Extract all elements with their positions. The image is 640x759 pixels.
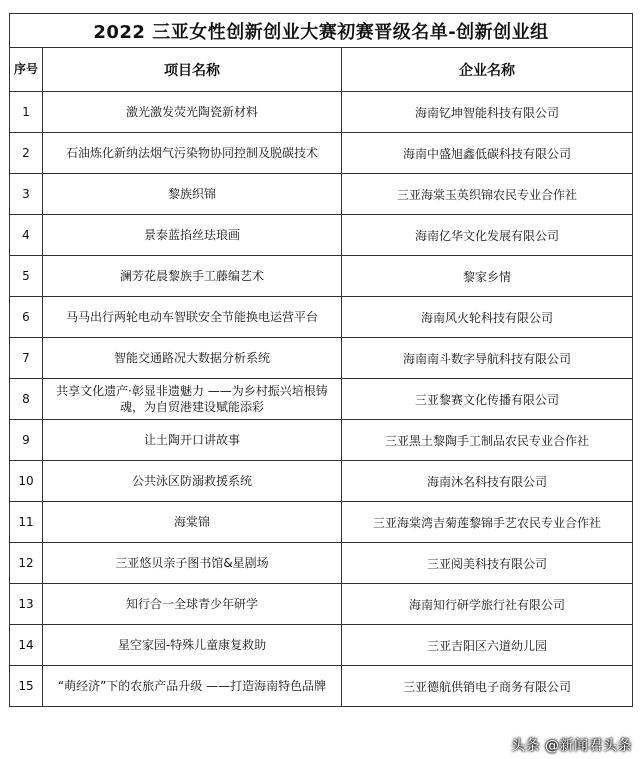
row-number: 3 [10, 174, 43, 215]
row-number: 5 [10, 256, 43, 297]
row-number: 9 [10, 420, 43, 461]
table-row [10, 379, 633, 420]
company-name: 三亚黎赛文化传播有限公司 [342, 379, 633, 420]
company-name: 海南钇坤智能科技有限公司 [342, 92, 633, 133]
table-row [10, 420, 633, 461]
company-name: 海南中盛旭鑫低碳科技有限公司 [342, 133, 633, 174]
table-row [10, 502, 633, 543]
company-name: 黎家乡情 [342, 256, 633, 297]
company-name: 海南风火轮科技有限公司 [342, 297, 633, 338]
project-name: 公共泳区防溺救援系统 [43, 461, 342, 502]
company-name: 海南南斗数字导航科技有限公司 [342, 338, 633, 379]
project-name: 智能交通路况大数据分析系统 [43, 338, 342, 379]
row-number: 14 [10, 625, 43, 666]
results-table [9, 13, 633, 707]
company-name: 三亚阅美科技有限公司 [342, 543, 633, 584]
header-row [10, 48, 633, 92]
row-number: 11 [10, 502, 43, 543]
company-name: 海南知行研学旅行社有限公司 [342, 584, 633, 625]
table-row [10, 297, 633, 338]
table-row [10, 461, 633, 502]
project-name: 景泰蓝掐丝珐琅画 [43, 215, 342, 256]
company-name: 三亚吉阳区六道幼儿园 [342, 625, 633, 666]
row-number: 10 [10, 461, 43, 502]
table-row [10, 133, 633, 174]
project-name: 共享文化遗产·彰显非遗魅力 ——为乡村振兴培根铸魂，为自贸港建设赋能添彩 [43, 379, 342, 420]
table-row [10, 625, 633, 666]
project-name: 激光激发荧光陶瓷新材料 [43, 92, 342, 133]
row-number: 15 [10, 666, 43, 707]
row-number: 4 [10, 215, 43, 256]
project-name: 让土陶开口讲故事 [43, 420, 342, 461]
project-name: 知行合一全球青少年研学 [43, 584, 342, 625]
table-title: 2022 三亚女性创新创业大赛初赛晋级名单-创新创业组 [10, 14, 633, 48]
table-row [10, 543, 633, 584]
row-number: 8 [10, 379, 43, 420]
company-name: 海南沐名科技有限公司 [342, 461, 633, 502]
row-number: 12 [10, 543, 43, 584]
project-name: 星空家园-特殊儿童康复救助 [43, 625, 342, 666]
project-name: 三亚悠贝亲子图书馆&星剧场 [43, 543, 342, 584]
watermark: 头条 @新闻君头条 [511, 738, 632, 754]
project-name: 澜芳花晨黎族手工藤编艺术 [43, 256, 342, 297]
table-row [10, 666, 633, 707]
list-sheet [9, 13, 632, 757]
row-number: 6 [10, 297, 43, 338]
project-name: 马马出行两轮电动车智联安全节能换电运营平台 [43, 297, 342, 338]
table-row [10, 174, 633, 215]
number-header: 序号 [10, 48, 43, 92]
table-row [10, 215, 633, 256]
table-body [10, 92, 633, 707]
project-name: 石油炼化新纳法烟气污染物协同控制及脱碳技术 [43, 133, 342, 174]
row-number: 1 [10, 92, 43, 133]
project-name: 黎族织锦 [43, 174, 342, 215]
table-row [10, 338, 633, 379]
company-header: 企业名称 [342, 48, 633, 92]
company-name: 三亚德航供销电子商务有限公司 [342, 666, 633, 707]
project-name: “萌经济”下的农旅产品升级 ——打造海南特色品牌 [43, 666, 342, 707]
project-header: 项目名称 [43, 48, 342, 92]
company-name: 三亚海棠湾吉菊莲黎锦手艺农民专业合作社 [342, 502, 633, 543]
row-number: 2 [10, 133, 43, 174]
table-row [10, 92, 633, 133]
row-number: 13 [10, 584, 43, 625]
row-number: 7 [10, 338, 43, 379]
table-row [10, 256, 633, 297]
table-row [10, 584, 633, 625]
company-name: 海南亿华文化发展有限公司 [342, 215, 633, 256]
company-name: 三亚海棠玉英织锦农民专业合作社 [342, 174, 633, 215]
project-name: 海棠锦 [43, 502, 342, 543]
company-name: 三亚黑土黎陶手工制品农民专业合作社 [342, 420, 633, 461]
